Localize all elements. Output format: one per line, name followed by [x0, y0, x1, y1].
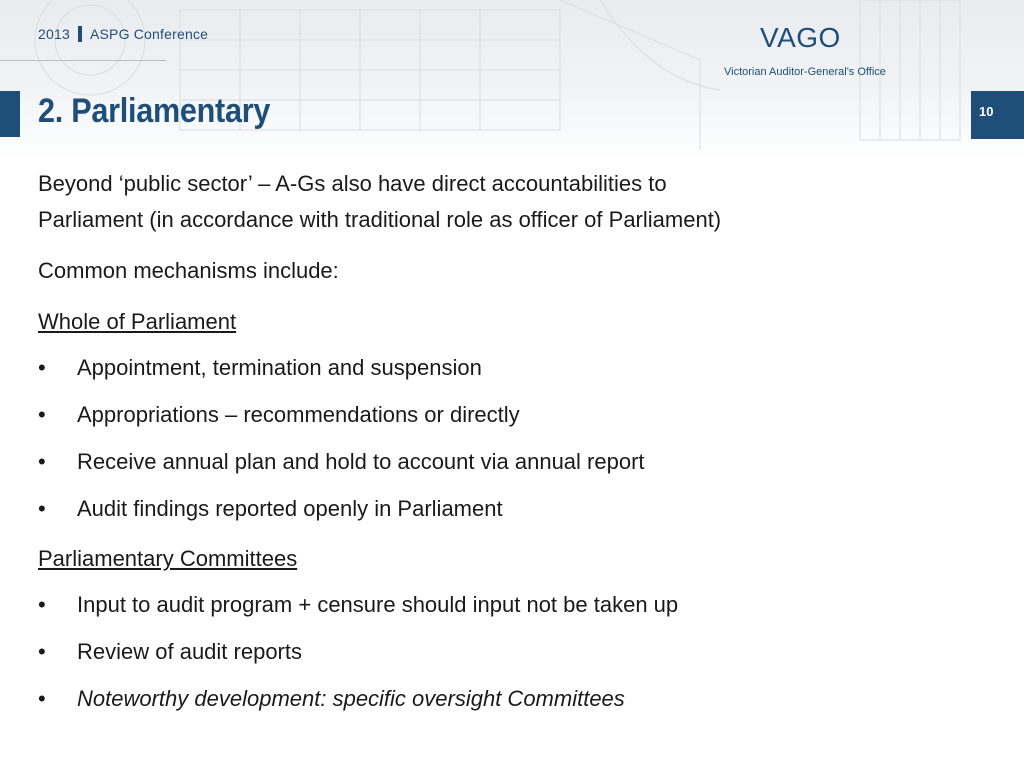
bullet-icon: •	[38, 592, 46, 617]
slide-title: 2. Parliamentary	[38, 92, 271, 130]
title-accent-bar	[0, 91, 20, 137]
parliamentary-committees-list	[38, 587, 988, 717]
list-item-text: Audit findings reported openly in Parliament	[77, 496, 503, 521]
vago-logo-subtitle: Victorian Auditor-General's Office	[724, 66, 886, 78]
list-item	[38, 491, 988, 527]
intro-line-2: Parliament (in accordance with traditional role as officer of Parliament)	[38, 207, 722, 232]
list-item-text: Noteworthy development: specific oversight Committees	[77, 686, 625, 711]
intro-paragraph	[38, 166, 988, 238]
whole-of-parliament-list	[38, 350, 988, 527]
bullet-icon: •	[38, 402, 46, 427]
bullet-icon: •	[38, 686, 46, 711]
list-item	[38, 681, 988, 717]
slide-content	[38, 166, 988, 731]
list-item-text: Receive annual plan and hold to account via annual report	[77, 449, 645, 474]
separator-bar	[78, 26, 82, 42]
bullet-icon: •	[38, 639, 46, 664]
mechanisms-intro: Common mechanisms include:	[38, 258, 339, 283]
list-item	[38, 587, 988, 623]
header-background-image	[0, 0, 1024, 160]
list-item	[38, 397, 988, 433]
conference-name: ASPG Conference	[89, 26, 209, 42]
bullet-icon: •	[38, 496, 46, 521]
list-item-text: Review of audit reports	[77, 639, 302, 664]
list-item-text: Appointment, termination and suspension	[77, 355, 482, 380]
bullet-icon: •	[38, 449, 46, 474]
list-item-text: Appropriations – recommendations or directly	[77, 402, 520, 427]
bullet-icon: •	[38, 355, 46, 380]
conference-year: 2013	[38, 26, 70, 42]
vago-logo: VAGO	[760, 22, 841, 53]
intro-line-1: Beyond ‘public sector’ – A-Gs also have direct accountabilities to	[38, 171, 667, 196]
section-heading-whole-of-parliament: Whole of Parliament	[38, 309, 237, 334]
page-number-badge: 10	[971, 91, 1024, 139]
list-item	[38, 444, 988, 480]
section-heading-parliamentary-committees: Parliamentary Committees	[38, 546, 298, 571]
conference-label	[38, 26, 208, 42]
list-item	[38, 350, 988, 386]
list-item	[38, 634, 988, 670]
header-divider	[0, 60, 166, 61]
architecture-illustration	[0, 0, 1024, 160]
list-item-text: Input to audit program + censure should input not be taken up	[77, 592, 679, 617]
